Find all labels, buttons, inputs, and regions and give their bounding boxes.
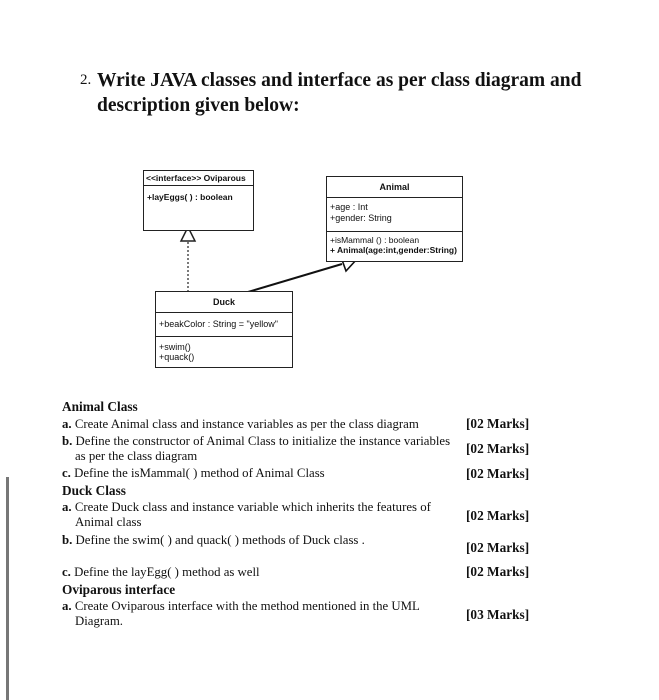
- marks-badge: [02 Marks]: [466, 564, 530, 579]
- marks-badge: [02 Marks]: [466, 416, 530, 431]
- list-item: [62, 533, 462, 548]
- duck-method: +swim(): [159, 342, 191, 352]
- list-item: [62, 599, 464, 629]
- animal-method: +isMammal () : boolean: [330, 235, 420, 245]
- duck-method: +quack(): [159, 352, 195, 362]
- marks-badge: [02 Marks]: [466, 508, 530, 523]
- item-label: a.: [62, 417, 72, 431]
- item-label: b.: [62, 434, 73, 448]
- item-text: Define the swim( ) and quack( ) methods of Duck class .: [75, 533, 365, 547]
- item-label: b.: [62, 533, 73, 547]
- animal-method: + Animal(age:int,gender:String): [330, 245, 457, 255]
- section-heading-oviparous: Oviparous interface: [62, 582, 176, 597]
- section-heading-animal: Animal Class: [62, 399, 138, 414]
- animal-header: Animal: [379, 182, 410, 192]
- question-number: 2.: [80, 72, 92, 88]
- item-text: Define the constructor of Animal Class to initialize the instance variables: [75, 434, 451, 448]
- duck-methods: [156, 336, 292, 365]
- marks-badge: [02 Marks]: [466, 540, 530, 555]
- oviparous-methods: [144, 185, 253, 206]
- duck-attribute: +beakColor : String = "yellow": [159, 319, 278, 329]
- duck-attributes: [156, 312, 292, 336]
- list-item: [62, 466, 462, 481]
- item-text: Define the isMammal( ) method of Animal Class: [74, 466, 325, 480]
- item-text: Define the layEgg( ) method as well: [74, 565, 260, 579]
- question-title-line-1: Write JAVA classes and interface as per class diagram and: [97, 70, 582, 91]
- oviparous-method: +layEggs( ) : boolean: [147, 192, 233, 202]
- item-text: Create Duck class and instance variable which inherits the features of: [74, 500, 431, 514]
- uml-class-duck: [155, 291, 293, 368]
- inheritance-line: [248, 264, 342, 292]
- list-item: [62, 565, 462, 580]
- item-text-continued: Diagram.: [75, 614, 123, 628]
- list-item: [62, 434, 464, 464]
- marks-badge: [02 Marks]: [466, 441, 530, 456]
- item-label: a.: [62, 599, 72, 613]
- animal-attribute: +age : Int: [330, 202, 368, 212]
- item-text: Create Animal class and instance variables as per the class diagram: [74, 417, 419, 431]
- item-label: a.: [62, 500, 72, 514]
- list-item: [62, 417, 462, 432]
- oviparous-header: <<interface>> Oviparous: [146, 173, 246, 183]
- question-title-line-2: description given below:: [97, 95, 300, 116]
- uml-class-oviparous: [143, 170, 254, 231]
- marks-badge: [03 Marks]: [466, 607, 530, 622]
- section-heading-duck: Duck Class: [62, 483, 126, 498]
- item-text-continued: Animal class: [75, 515, 142, 529]
- animal-attribute: +gender: String: [330, 213, 392, 223]
- item-label: c.: [62, 466, 71, 480]
- item-text: Create Oviparous interface with the method mentioned in the UML: [74, 599, 420, 613]
- animal-attributes: [327, 197, 462, 231]
- scrollbar-edge: [6, 477, 9, 700]
- marks-badge: [02 Marks]: [466, 466, 530, 481]
- item-label: c.: [62, 565, 71, 579]
- item-text-continued: as per the class diagram: [75, 449, 198, 463]
- animal-methods: [327, 231, 462, 258]
- list-item: [62, 500, 464, 530]
- duck-header: Duck: [212, 297, 235, 307]
- uml-class-animal: [326, 176, 463, 262]
